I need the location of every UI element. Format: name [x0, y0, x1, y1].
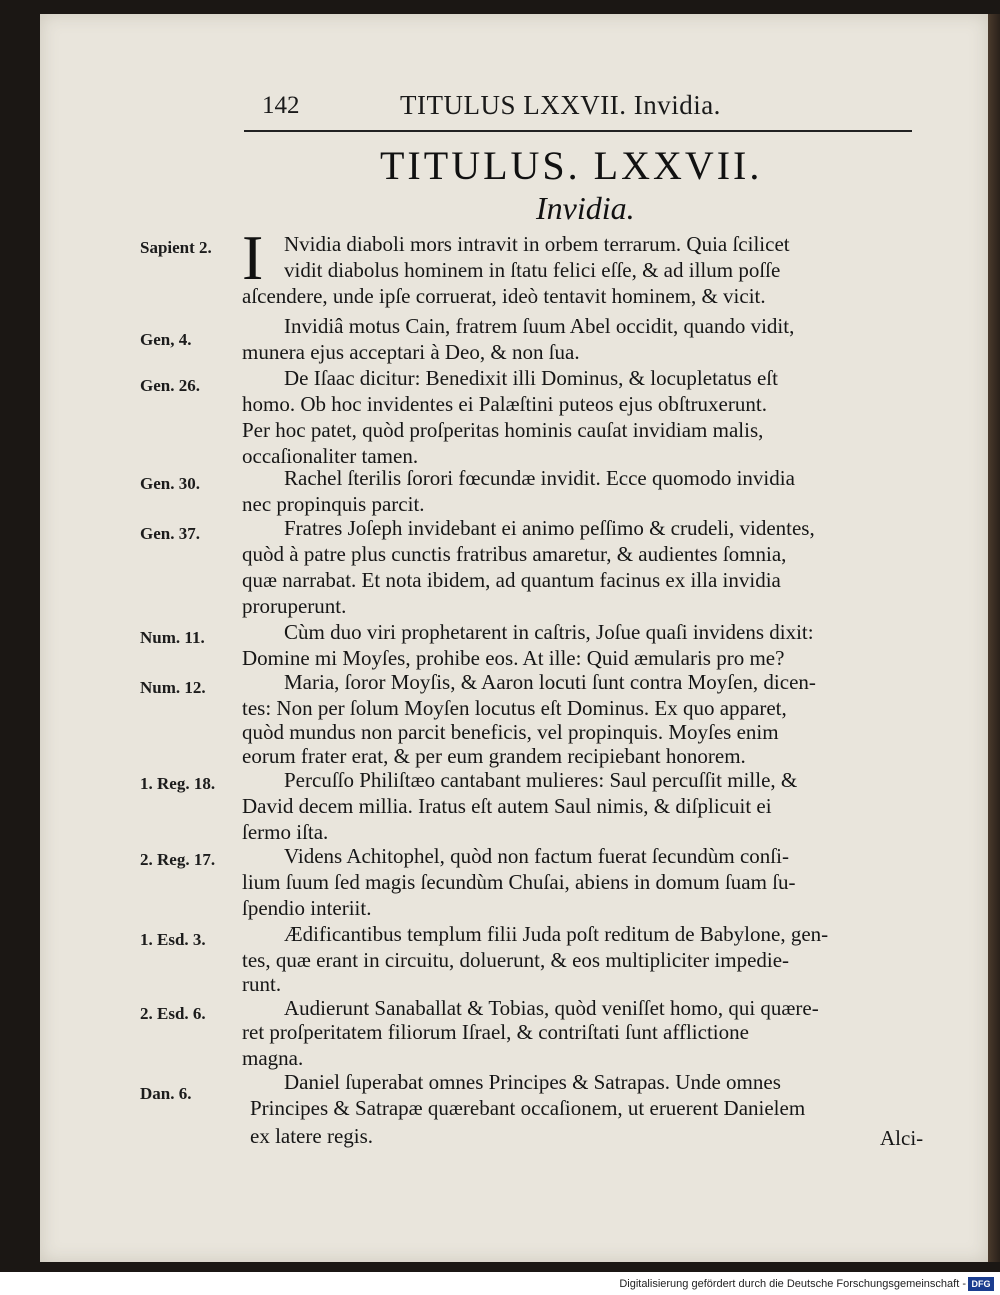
- text-line: quæ narrabat. Et nota ibidem, ad quantum facinus ex illa invidia: [242, 568, 781, 592]
- text-line: David decem millia. Iratus eſt autem Saul nimis, & diſplicuit ei: [242, 794, 772, 818]
- text-line: Per hoc patet, quòd proſperitas hominis cauſat invidiam malis,: [242, 418, 764, 442]
- text-line: Rachel ſterilis ſorori fœcundæ invidit. Ecce quomodo invidia: [284, 466, 795, 490]
- margin-reference: Num. 11.: [140, 628, 205, 647]
- drop-capital: I: [242, 222, 264, 293]
- margin-reference: Sapient 2.: [140, 238, 212, 257]
- margin-reference: Gen. 30.: [140, 474, 200, 493]
- text-line: Percuſſo Philiſtæo cantabant mulieres: Saul percuſſit mille, &: [284, 768, 798, 792]
- text-line: nec propinquis parcit.: [242, 492, 425, 516]
- text-line: Invidiâ motus Cain, fratrem ſuum Abel occidit, quando vidit,: [284, 314, 795, 338]
- text-line: tes, quæ erant in circuitu, doluerunt, & eos multipliciter impedie-: [242, 948, 790, 972]
- text-line: tes: Non per ſolum Moyſen locutus eſt Dominus. Ex quo apparet,: [242, 696, 787, 720]
- margin-reference: Gen. 26.: [140, 376, 200, 395]
- margin-reference: Num. 12.: [140, 678, 206, 697]
- text-line: eorum frater erat, & per eum grandem recipiebant honorem.: [242, 744, 746, 768]
- text-line: Ædificantibus templum filii Juda poſt reditum de Babylone, gen-: [284, 922, 829, 946]
- text-line: Daniel ſuperabat omnes Principes & Satrapas. Unde omnes: [284, 1070, 781, 1094]
- running-header: [262, 86, 782, 126]
- margin-reference: 2. Esd. 6.: [140, 1004, 206, 1023]
- text-line: quòd à patre plus cunctis fratribus amaretur, & audientes ſomnia,: [242, 542, 787, 566]
- text-line: Audierunt Sanaballat & Tobias, quòd veniſſet homo, qui quære-: [284, 996, 819, 1020]
- chapter-title: TITULUS. LXXVII.: [380, 143, 763, 188]
- text-line: quòd mundus non parcit beneficis, vel propinquis. Moyſes enim: [242, 720, 779, 744]
- text-line: proruperunt.: [242, 594, 347, 618]
- page-number: 142: [262, 92, 300, 119]
- dfg-logo: DFG: [968, 1277, 994, 1291]
- margin-reference: 2. Reg. 17.: [140, 850, 216, 869]
- text-line: runt.: [242, 972, 282, 996]
- text-line: Principes & Satrapæ quærebant occaſionem, ut eruerent Danielem: [250, 1096, 806, 1120]
- text-line: Maria, ſoror Moyſis, & Aaron locuti ſunt contra Moyſen, dicen-: [284, 670, 816, 694]
- text-line: ſermo iſta.: [242, 820, 329, 844]
- margin-reference: Gen, 4.: [140, 330, 192, 349]
- chapter-subtitle: Invidia.: [536, 190, 635, 226]
- text-line: munera ejus acceptari à Deo, & non ſua.: [242, 340, 580, 364]
- text-line: Cùm duo viri prophetarent in caſtris, Joſue quaſi invidens dixit:: [284, 620, 814, 644]
- text-line: ex latere regis.: [250, 1124, 374, 1148]
- margin-reference: Dan. 6.: [140, 1084, 192, 1103]
- text-line: vidit diabolus hominem in ſtatu felici eſſe, & ad illum poſſe: [284, 258, 781, 282]
- text-line: Fratres Joſeph invidebant ei animo peſſimo & crudeli, videntes,: [284, 516, 815, 540]
- text-line: homo. Ob hoc invidentes ei Palæſtini puteos ejus obſtruxerunt.: [242, 392, 767, 416]
- text-line: ret proſperitatem filiorum Iſrael, & contriſtati ſunt afflictione: [242, 1020, 749, 1044]
- running-title: TITULUS LXXVII. Invidia.: [400, 90, 721, 120]
- text-line: magna.: [242, 1046, 304, 1070]
- book-edge: [988, 14, 1000, 1262]
- digitization-credit: Digitalisierung gefördert durch die Deutsche Forschungsgemeinschaft -: [619, 1278, 966, 1290]
- text-line: lium ſuum ſed magis ſecundùm Chuſai, abiens in domum ſuam ſu-: [242, 870, 796, 894]
- text-line: ſpendio interiit.: [242, 896, 372, 920]
- margin-reference: 1. Reg. 18.: [140, 774, 216, 793]
- text-line: Domine mi Moyſes, prohibe eos. At ille: Quid æmularis pro me?: [242, 646, 785, 670]
- text-line: aſcendere, unde ipſe corruerat, ideò tentavit hominem, & vicit.: [242, 284, 766, 308]
- margin-reference: Gen. 37.: [140, 524, 200, 543]
- text-line: De Iſaac dicitur: Benedixit illi Dominus, & locupletatus eſt: [284, 366, 778, 390]
- header-rule: [244, 130, 912, 132]
- catchword: Alci-: [880, 1126, 924, 1150]
- text-line: Nvidia diaboli mors intravit in orbem terrarum. Quia ſcilicet: [284, 232, 790, 256]
- margin-reference: 1. Esd. 3.: [140, 930, 206, 949]
- text-line: Videns Achitophel, quòd non factum fuerat ſecundùm conſi-: [284, 844, 789, 868]
- text-line: occaſionaliter tamen.: [242, 444, 419, 468]
